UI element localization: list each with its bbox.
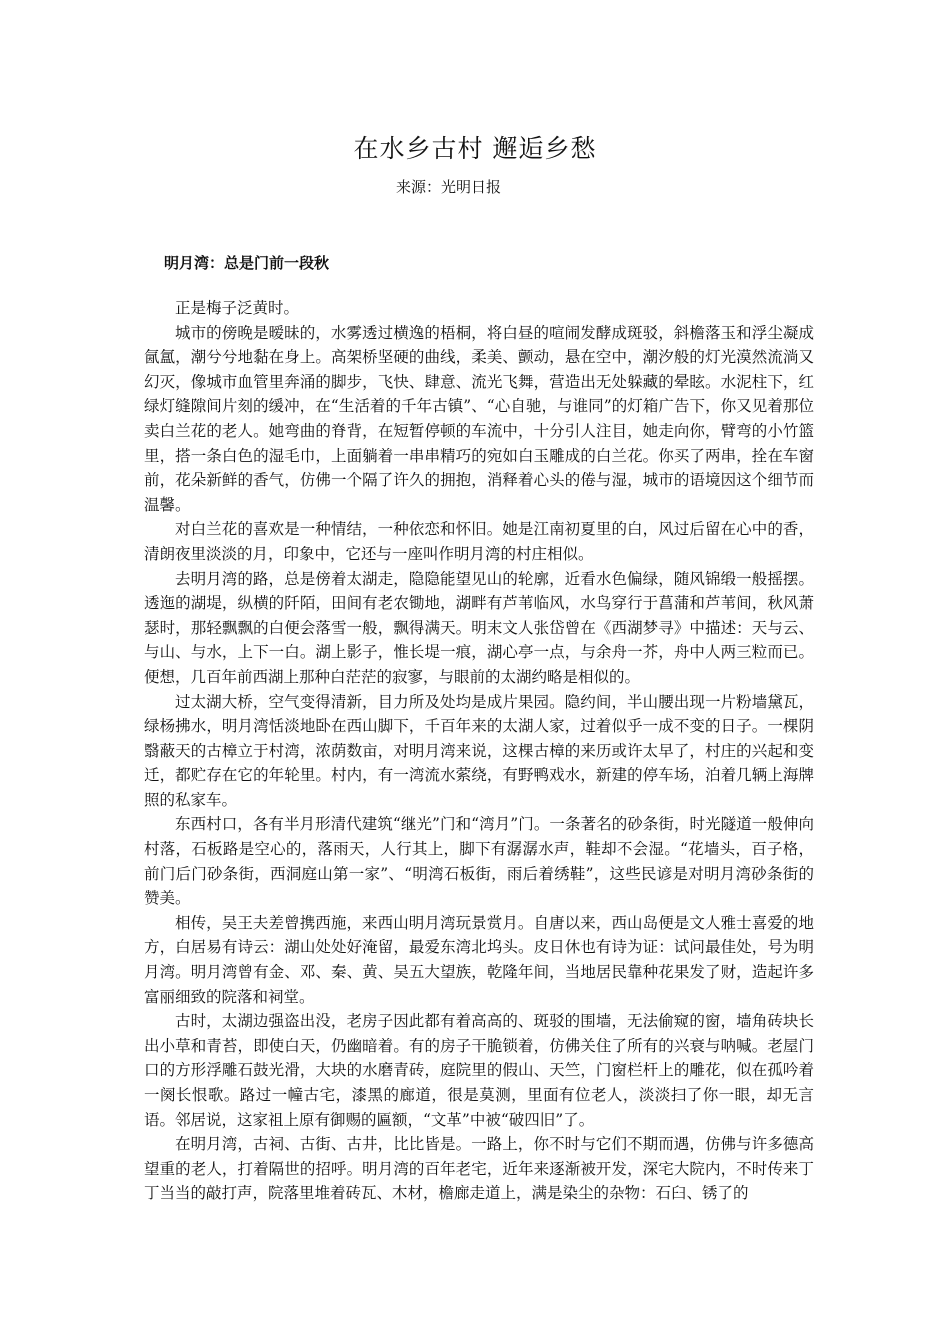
paragraph: 对白兰花的喜欢是一种情结，一种依恋和怀旧。她是江南初夏里的白，风过后留在心中的香，清朗夜里淡淡的月，印象中，它还与一座叫作明月湾的村庄相似。 bbox=[144, 520, 814, 563]
paragraph: 去明月湾的路，总是傍着太湖走，隐隐能望见山的轮廓，近看水色偏绿，随风锦缎一般摇摆。透迤的湖堤，纵横的阡陌，田间有老农锄地，湖畔有芦苇临风，水鸟穿行于菖蒲和芦苇间，秋风萧瑟时，那轻飘飘的白便会落雪一般，飘得满天。明末文人张岱曾在《西湖梦寻》中描述：天与云、与山、与水，上下一白。湖上影子，惟长堤一痕，湖心亭一点，与余舟一芥，舟中人两三粒而已。便想，几百年前西湖上那种白茫茫的寂寥，与眼前的太湖约略是相似的。 bbox=[144, 569, 814, 686]
paragraph: 过太湖大桥，空气变得清新，目力所及处均是成片果园。隐约间，半山腰出现一片粉墙黛瓦，绿杨拂水，明月湾恬淡地卧在西山脚下，千百年来的太湖人家，过着似乎一成不变的日子。一棵阴翳蔽天的古樟立于村湾，浓荫数亩，对明月湾来说，这棵古樟的来历或许太早了，村庄的兴起和变迁，都贮存在它的年轮里。村内，有一湾流水萦绕，有野鸭戏水，新建的停车场，泊着几辆上海牌照的私家车。 bbox=[144, 692, 814, 809]
paragraph: 东西村口，各有半月形清代建筑“继光”门和“湾月”门。一条著名的砂条街，时光隧道一般伸向村落，石板路是空心的，落雨天，人行其上，脚下有潺潺水声，鞋却不会湿。“花墙头，百子格，前门后门砂条街，西洞庭山第一家”、“明湾石板街，雨后着绣鞋”，这些民谚是对明月湾砂条街的赞美。 bbox=[144, 815, 814, 908]
paragraph: 相传，吴王夫差曾携西施，来西山明月湾玩景赏月。自唐以来，西山岛便是文人雅士喜爱的地方，白居易有诗云：湖山处处好淹留，最爱东湾北坞头。皮日休也有诗为证：试问最佳处，号为明月湾。明月湾曾有金、邓、秦、黄、吴五大望族，乾隆年间，当地居民靠种花果发了财，造起许多富丽细致的院落和祠堂。 bbox=[144, 913, 814, 1006]
paragraph: 在明月湾，古祠、古街、古井，比比皆是。一路上，你不时与它们不期而遇，仿佛与许多德高望重的老人，打着隔世的招呼。明月湾的百年老宅，近年来逐渐被开发，深宅大院内，不时传来丁丁当当的敲打声，院落里堆着砖瓦、木材，檐廊走道上，满是染尘的杂物：石臼、锈了的 bbox=[144, 1135, 814, 1203]
paragraph: 城市的傍晚是暧昧的，水雾透过横逸的梧桐，将白昼的喧闹发酵成斑驳，斜檐落玉和浮尘凝成氤氲，潮兮兮地黏在身上。高架桥坚硬的曲线，柔美、颤动，悬在空中，潮汐般的灯光漠然流淌又幻灭，像城市血管里奔涌的脚步，飞快、肆意、流光飞舞，营造出无处躲藏的晕眩。水泥柱下，红绿灯缝隙间片刻的缓冲，在“生活着的千年古镇”、“心自驰，与谁同”的灯箱广告下，你又见着那位卖白兰花的老人。她弯曲的脊背，在短暂停顿的车流中，十分引人注目，她走向你，臂弯的小竹篮里，搭一条白色的湿毛巾，上面躺着一串串精巧的宛如白玉雕成的白兰花。你买了两串，拴在车窗前，花朵新鲜的香气，仿佛一个隔了许久的拥抱，消释着心头的倦与湿，城市的语境因这个细节而温馨。 bbox=[144, 323, 814, 514]
paragraph: 古时，太湖边强盗出没，老房子因此都有着高高的、斑驳的围墙，无法偷窥的窗，墙角砖块长出小草和青苔，即使白天，仍幽暗着。有的房子干脆锁着，仿佛关住了所有的兴衰与呐喊。老屋门口的方形浮雕石鼓光滑，大块的水磨青砖，庭院里的假山、天竺，门窗栏杆上的雕花，似在孤吟着一阕长恨歌。路过一幢古宅，漆黑的廊道，很是莫测，里面有位老人，淡淡扫了你一眼，却无言语。邻居说，这家祖上原有御赐的匾额，“文革”中被“破四旧”了。 bbox=[144, 1012, 814, 1129]
section-heading: 明月湾：总是门前一段秋 bbox=[164, 254, 330, 272]
article-source: 来源：光明日报 bbox=[396, 178, 502, 196]
paragraph: 正是梅子泛黄时。 bbox=[175, 299, 300, 317]
article-body bbox=[144, 296, 814, 1206]
article-title: 在水乡古村 邂逅乡愁 bbox=[353, 134, 597, 163]
